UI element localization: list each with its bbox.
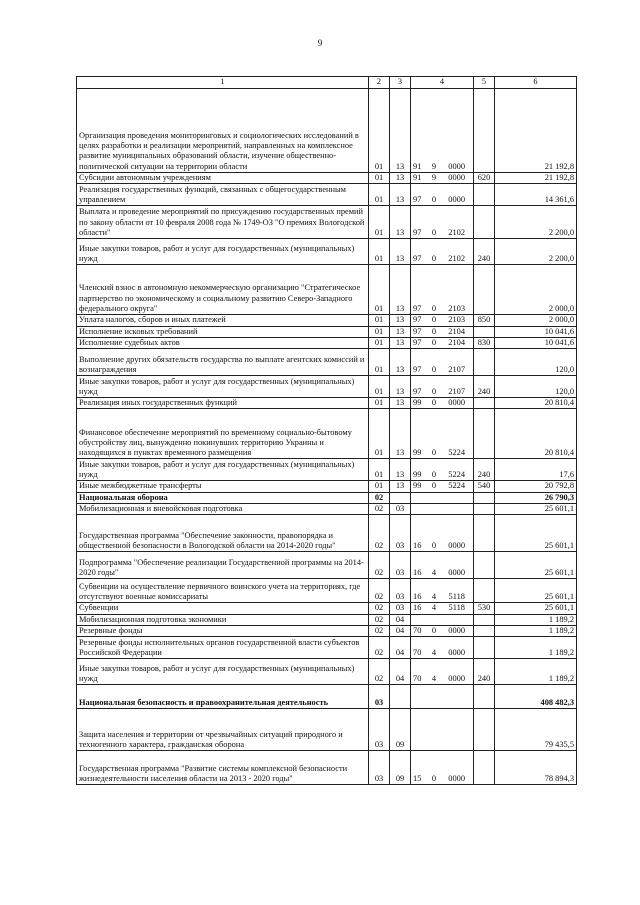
row-target-code: [411, 709, 474, 751]
row-section: 01: [369, 184, 390, 206]
row-expense-type: 240: [474, 239, 495, 265]
row-name: Исполнение исковых требований: [77, 326, 369, 337]
table-row: [77, 492, 577, 503]
row-expense-type: [474, 552, 495, 579]
row-section: 01: [369, 459, 390, 481]
target-code-part: 0: [431, 541, 437, 551]
target-code-part: 97: [413, 364, 422, 374]
row-subsection: 03: [390, 515, 411, 552]
target-code-part: 0: [431, 337, 437, 347]
row-amount: 120,0: [495, 376, 577, 398]
row-name: Национальная оборона: [77, 492, 369, 503]
table-row: [77, 326, 577, 337]
target-code-part: 91: [413, 173, 422, 182]
row-expense-type: [474, 89, 495, 173]
row-amount: 21 192,8: [495, 89, 577, 173]
row-section: 02: [369, 504, 390, 515]
row-subsection: 09: [390, 751, 411, 785]
row-section: 01: [369, 173, 390, 184]
target-code-part: 2107: [448, 364, 465, 374]
row-expense-type: 620: [474, 173, 495, 184]
row-amount: 25 601,1: [495, 515, 577, 552]
row-expense-type: 240: [474, 376, 495, 398]
row-amount: 1 189,2: [495, 614, 577, 625]
row-subsection: 13: [390, 326, 411, 337]
row-amount: 20 810,4: [495, 398, 577, 409]
row-amount: 79 435,5: [495, 709, 577, 751]
row-target-code: [411, 515, 474, 552]
row-expense-type: 240: [474, 659, 495, 685]
row-name: Членский взнос в автономную некоммерческую организацию "Стратегическое партнерство по экономическому и социальному развитию Северо-Западного федерального округа": [77, 265, 369, 315]
row-section: 01: [369, 326, 390, 337]
table-row: [77, 515, 577, 552]
row-name: Мобилизационная и вневойсковая подготовка: [77, 504, 369, 515]
row-name: Иные закупки товаров, работ и услуг для государственных (муниципальных) нужд: [77, 459, 369, 481]
row-expense-type: [474, 492, 495, 503]
row-expense-type: [474, 625, 495, 636]
row-target-code: [411, 504, 474, 515]
row-section: 02: [369, 552, 390, 579]
row-section: 01: [369, 398, 390, 409]
row-target-code: [411, 349, 474, 376]
row-expense-type: [474, 184, 495, 206]
row-subsection: 04: [390, 659, 411, 685]
row-section: 01: [369, 349, 390, 376]
target-code-part: 4: [431, 592, 437, 602]
target-code-part: 2107: [448, 386, 465, 396]
row-subsection: 04: [390, 637, 411, 659]
row-name: Субвенции на осуществление первичного воинского учета на территориях, где отсутствуют военные комиссариаты: [77, 579, 369, 603]
row-name: Иные межбюджетные трансферты: [77, 481, 369, 492]
row-expense-type: [474, 751, 495, 785]
target-code-part: 2104: [448, 326, 465, 336]
row-subsection: 09: [390, 709, 411, 751]
row-subsection: 03: [390, 579, 411, 603]
table-row: [77, 751, 577, 785]
target-code-part: 15: [413, 773, 422, 783]
row-subsection: 13: [390, 409, 411, 459]
target-code-part: 0: [431, 254, 437, 263]
table-row: [77, 315, 577, 326]
row-target-code: [411, 326, 474, 337]
row-section: 02: [369, 614, 390, 625]
target-code-part: 0000: [448, 647, 465, 657]
target-code-part: 9: [431, 161, 437, 171]
table-row: [77, 504, 577, 515]
row-amount: 10 041,6: [495, 326, 577, 337]
row-amount: 408 482,3: [495, 685, 577, 709]
row-subsection: [390, 685, 411, 709]
target-code-part: 9: [431, 173, 437, 182]
row-target-code: [411, 552, 474, 579]
target-code-part: 2104: [448, 337, 465, 347]
row-section: 03: [369, 709, 390, 751]
target-code-part: 0: [431, 625, 437, 635]
target-code-part: 0000: [448, 195, 465, 204]
row-subsection: 13: [390, 481, 411, 492]
row-name: Реализация иных государственных функций: [77, 398, 369, 409]
target-code-part: 0000: [448, 398, 465, 408]
row-name: Мобилизационная подготовка экономики: [77, 614, 369, 625]
row-amount: 1 189,2: [495, 637, 577, 659]
row-expense-type: [474, 579, 495, 603]
table-row: [77, 685, 577, 709]
table-row: [77, 552, 577, 579]
row-amount: 10 041,6: [495, 337, 577, 348]
row-name: Исполнение судебных актов: [77, 337, 369, 348]
row-name: Организация проведения мониторинговых и социологических исследований в целях разработки и реализации мероприятий, направленных на комплексное развитие муниципальных образований области, изучение общественно-политической ситуации на территории области: [77, 89, 369, 173]
row-target-code: [411, 614, 474, 625]
table-row: [77, 659, 577, 685]
row-subsection: 13: [390, 337, 411, 348]
row-expense-type: 850: [474, 315, 495, 326]
table-row: [77, 184, 577, 206]
row-target-code: [411, 206, 474, 239]
row-section: 01: [369, 89, 390, 173]
target-code-part: 5118: [448, 592, 465, 602]
table-row: [77, 206, 577, 239]
row-section: 02: [369, 515, 390, 552]
row-amount: 14 361,6: [495, 184, 577, 206]
row-target-code: [411, 492, 474, 503]
row-subsection: 13: [390, 398, 411, 409]
row-expense-type: [474, 206, 495, 239]
target-code-part: 97: [413, 304, 422, 313]
row-section: 01: [369, 265, 390, 315]
row-section: 02: [369, 659, 390, 685]
row-subsection: 13: [390, 376, 411, 398]
table-row: [77, 603, 577, 614]
target-code-part: 4: [431, 603, 437, 613]
target-code-part: 99: [413, 448, 422, 458]
target-code-part: 0: [431, 481, 437, 491]
row-target-code: [411, 603, 474, 614]
row-expense-type: [474, 515, 495, 552]
row-name: Выполнение других обязательств государства по выплате агентских комиссий и вознаграждения: [77, 349, 369, 376]
row-section: 03: [369, 751, 390, 785]
target-code-part: 2103: [448, 304, 465, 313]
target-code-part: 4: [431, 673, 437, 683]
target-code-part: 91: [413, 161, 422, 171]
table-row: [77, 709, 577, 751]
row-target-code: [411, 685, 474, 709]
row-name: Государственная программа "Развитие системы комплексной безопасности жизнедеятельности населения области на 2013 - 2020 годы": [77, 751, 369, 785]
row-target-code: [411, 659, 474, 685]
target-code-part: 97: [413, 228, 422, 237]
target-code-part: 0000: [448, 673, 465, 683]
row-amount: 78 894,3: [495, 751, 577, 785]
table-row: [77, 376, 577, 398]
row-name: Национальная безопасность и правоохранительная деятельность: [77, 685, 369, 709]
row-target-code: [411, 337, 474, 348]
row-name: Государственная программа "Обеспечение законности, правопорядка и общественной безопасности в Вологодской области на 2014-2020 годы": [77, 515, 369, 552]
row-subsection: 13: [390, 173, 411, 184]
target-code-part: 16: [413, 592, 422, 602]
table-row: [77, 579, 577, 603]
target-code-part: 97: [413, 315, 422, 325]
row-target-code: [411, 459, 474, 481]
row-target-code: [411, 265, 474, 315]
row-section: 01: [369, 376, 390, 398]
row-subsection: 13: [390, 239, 411, 265]
row-name: Уплата налогов, сборов и иных платежей: [77, 315, 369, 326]
row-name: Иные закупки товаров, работ и услуг для государственных (муниципальных) нужд: [77, 239, 369, 265]
row-subsection: 13: [390, 315, 411, 326]
table-header-row: [77, 77, 577, 89]
target-code-part: 97: [413, 326, 422, 336]
target-code-part: 70: [413, 647, 422, 657]
table-row: [77, 637, 577, 659]
row-amount: 20 792,8: [495, 481, 577, 492]
target-code-part: 97: [413, 195, 422, 204]
row-name: Выплата и проведение мероприятий по присуждению государственных премий по закону области от 10 февраля 2008 года № 1749-ОЗ "О премиях Вологодской области": [77, 206, 369, 239]
target-code-part: 0000: [448, 173, 465, 182]
row-amount: 1 189,2: [495, 659, 577, 685]
row-amount: 25 601,1: [495, 504, 577, 515]
table-row: [77, 398, 577, 409]
row-subsection: 04: [390, 614, 411, 625]
target-code-part: 0: [431, 228, 437, 237]
row-target-code: [411, 625, 474, 636]
row-subsection: 04: [390, 625, 411, 636]
row-name: Реализация государственных функций, связанных с общегосударственным управлением: [77, 184, 369, 206]
target-code-part: 0: [431, 470, 437, 480]
header-cell-amount: 6: [495, 77, 577, 89]
row-expense-type: [474, 349, 495, 376]
target-code-part: 97: [413, 386, 422, 396]
row-expense-type: [474, 709, 495, 751]
row-expense-type: [474, 614, 495, 625]
target-code-part: 4: [431, 647, 437, 657]
target-code-part: 16: [413, 541, 422, 551]
row-target-code: [411, 315, 474, 326]
row-section: 02: [369, 625, 390, 636]
target-code-part: 0: [431, 398, 437, 408]
row-name: Иные закупки товаров, работ и услуг для государственных (муниципальных) нужд: [77, 659, 369, 685]
target-code-part: 2102: [448, 228, 465, 237]
row-expense-type: [474, 685, 495, 709]
target-code-part: 0: [431, 773, 437, 783]
row-target-code: [411, 579, 474, 603]
table-row: [77, 265, 577, 315]
target-code-part: 97: [413, 254, 422, 263]
row-expense-type: 240: [474, 459, 495, 481]
row-target-code: [411, 751, 474, 785]
table-row: [77, 349, 577, 376]
row-target-code: [411, 376, 474, 398]
row-amount: 20 810,4: [495, 409, 577, 459]
target-code-part: 0000: [448, 625, 465, 635]
row-name: Защита населения и территории от чрезвычайных ситуаций природного и техногенного характера, гражданская оборона: [77, 709, 369, 751]
row-amount: 17,6: [495, 459, 577, 481]
row-section: 01: [369, 239, 390, 265]
row-expense-type: [474, 265, 495, 315]
table-row: [77, 459, 577, 481]
row-section: 01: [369, 409, 390, 459]
row-amount: 2 000,0: [495, 265, 577, 315]
row-expense-type: [474, 409, 495, 459]
target-code-part: 5118: [448, 603, 465, 613]
row-target-code: [411, 637, 474, 659]
target-code-part: 0: [431, 386, 437, 396]
header-cell-name: 1: [77, 77, 369, 89]
row-name: Подпрограмма "Обеспечение реализации Государственной программы на 2014-2020 годы": [77, 552, 369, 579]
row-name: Финансовое обеспечение мероприятий по временному социально-бытовому обустройству лиц, вынужденно покинувших территорию Украины и находящихся в пунктах временного размещения: [77, 409, 369, 459]
row-target-code: [411, 239, 474, 265]
target-code-part: 70: [413, 673, 422, 683]
row-section: 01: [369, 206, 390, 239]
row-subsection: 13: [390, 206, 411, 239]
table-row: [77, 337, 577, 348]
row-subsection: 03: [390, 504, 411, 515]
header-cell-section: 2: [369, 77, 390, 89]
row-section: 03: [369, 685, 390, 709]
budget-table: [76, 76, 577, 785]
row-amount: 25 601,1: [495, 579, 577, 603]
row-name: Субвенции: [77, 603, 369, 614]
header-cell-expense-type: 5: [474, 77, 495, 89]
target-code-part: 0000: [448, 568, 465, 578]
row-target-code: [411, 184, 474, 206]
table-row: [77, 625, 577, 636]
table-row: [77, 614, 577, 625]
row-name: Иные закупки товаров, работ и услуг для государственных (муниципальных) нужд: [77, 376, 369, 398]
row-amount: 26 790,3: [495, 492, 577, 503]
row-name: Субсидии автономным учреждениям: [77, 173, 369, 184]
row-name: Резервные фонды исполнительных органов государственной власти субъектов Российской Федерации: [77, 637, 369, 659]
target-code-part: 0: [431, 304, 437, 313]
target-code-part: 70: [413, 625, 422, 635]
target-code-part: 0000: [448, 161, 465, 171]
target-code-part: 0: [431, 326, 437, 336]
target-code-part: 0: [431, 195, 437, 204]
target-code-part: 99: [413, 470, 422, 480]
row-amount: 1 189,2: [495, 625, 577, 636]
target-code-part: 2103: [448, 315, 465, 325]
row-expense-type: 830: [474, 337, 495, 348]
row-subsection: 13: [390, 265, 411, 315]
target-code-part: 16: [413, 568, 422, 578]
row-target-code: [411, 481, 474, 492]
header-cell-subsection: 3: [390, 77, 411, 89]
row-subsection: 03: [390, 552, 411, 579]
table-row: [77, 239, 577, 265]
table-row: [77, 481, 577, 492]
row-subsection: 03: [390, 603, 411, 614]
target-code-part: 16: [413, 603, 422, 613]
row-expense-type: 540: [474, 481, 495, 492]
row-amount: 2 000,0: [495, 315, 577, 326]
row-section: 02: [369, 637, 390, 659]
target-code-part: 5224: [448, 448, 465, 458]
target-code-part: 2102: [448, 254, 465, 263]
row-amount: 120,0: [495, 349, 577, 376]
row-section: 02: [369, 579, 390, 603]
page-number: 9: [317, 38, 323, 48]
row-section: 01: [369, 315, 390, 326]
row-section: 02: [369, 492, 390, 503]
row-expense-type: 530: [474, 603, 495, 614]
target-code-part: 0: [431, 315, 437, 325]
table-row: [77, 409, 577, 459]
row-expense-type: [474, 637, 495, 659]
row-subsection: 13: [390, 89, 411, 173]
row-subsection: 13: [390, 349, 411, 376]
target-code-part: 0000: [448, 541, 465, 551]
table-row: [77, 173, 577, 184]
row-subsection: [390, 492, 411, 503]
header-cell-target-code: 4: [411, 77, 474, 89]
target-code-part: 5224: [448, 481, 465, 491]
row-amount: 25 601,1: [495, 603, 577, 614]
target-code-part: 0000: [448, 773, 465, 783]
row-amount: 25 601,1: [495, 552, 577, 579]
row-target-code: [411, 398, 474, 409]
target-code-part: 0: [431, 448, 437, 458]
row-target-code: [411, 409, 474, 459]
row-subsection: 13: [390, 459, 411, 481]
row-amount: 2 200,0: [495, 239, 577, 265]
row-target-code: [411, 173, 474, 184]
row-expense-type: [474, 398, 495, 409]
target-code-part: 5224: [448, 470, 465, 480]
table-row: [77, 89, 577, 173]
target-code-part: 99: [413, 481, 422, 491]
row-amount: 21 192,8: [495, 173, 577, 184]
row-section: 01: [369, 481, 390, 492]
row-section: 02: [369, 603, 390, 614]
row-target-code: [411, 89, 474, 173]
target-code-part: 4: [431, 568, 437, 578]
row-name: Резервные фонды: [77, 625, 369, 636]
target-code-part: 0: [431, 364, 437, 374]
row-section: 01: [369, 337, 390, 348]
row-expense-type: [474, 504, 495, 515]
target-code-part: 97: [413, 337, 422, 347]
row-amount: 2 200,0: [495, 206, 577, 239]
row-subsection: 13: [390, 184, 411, 206]
target-code-part: 99: [413, 398, 422, 408]
row-expense-type: [474, 326, 495, 337]
